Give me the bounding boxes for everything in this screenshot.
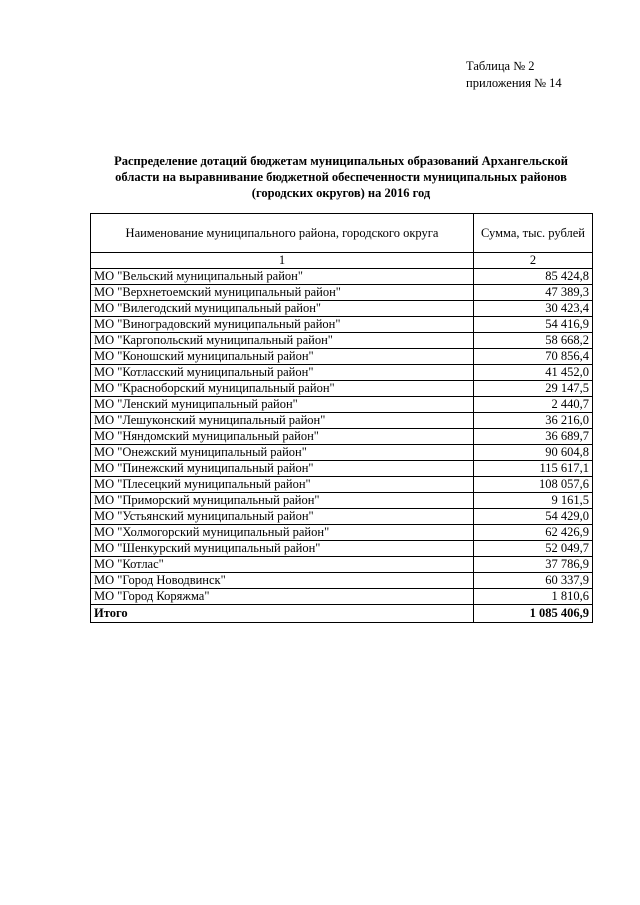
table-row — [91, 461, 593, 477]
subsidy-amount: 37 786,9 — [474, 557, 593, 573]
subsidy-amount: 90 604,8 — [474, 445, 593, 461]
column-number-2: 2 — [474, 253, 593, 269]
municipality-name: МО "Няндомский муниципальный район" — [91, 429, 474, 445]
subsidy-amount: 41 452,0 — [474, 365, 593, 381]
subsidy-amount: 115 617,1 — [474, 461, 593, 477]
appendix-number: приложения № 14 — [466, 76, 562, 90]
subsidy-amount: 62 426,9 — [474, 525, 593, 541]
table-row — [91, 541, 593, 557]
total-sum: 1 085 406,9 — [474, 605, 593, 623]
table-row — [91, 349, 593, 365]
municipality-name: МО "Красноборский муниципальный район" — [91, 381, 474, 397]
title-line-3: (городских округов) на 2016 год — [251, 186, 431, 200]
table-row — [91, 285, 593, 301]
subsidy-amount: 36 216,0 — [474, 413, 593, 429]
subsidy-amount: 54 429,0 — [474, 509, 593, 525]
municipality-name: МО "Котласский муниципальный район" — [91, 365, 474, 381]
subsidy-amount: 85 424,8 — [474, 269, 593, 285]
subsidy-amount: 108 057,6 — [474, 477, 593, 493]
table-row — [91, 301, 593, 317]
table-row — [91, 493, 593, 509]
municipality-name: МО "Приморский муниципальный район" — [91, 493, 474, 509]
municipality-name: МО "Устьянский муниципальный район" — [91, 509, 474, 525]
subsidy-amount: 36 689,7 — [474, 429, 593, 445]
municipality-name: МО "Холмогорский муниципальный район" — [91, 525, 474, 541]
subsidy-amount: 52 049,7 — [474, 541, 593, 557]
subsidy-amount: 60 337,9 — [474, 573, 593, 589]
municipality-name: МО "Коношский муниципальный район" — [91, 349, 474, 365]
municipality-name: МО "Онежский муниципальный район" — [91, 445, 474, 461]
municipality-name: МО "Плесецкий муниципальный район" — [91, 477, 474, 493]
subsidy-amount: 2 440,7 — [474, 397, 593, 413]
column-number-1: 1 — [91, 253, 474, 269]
table-row — [91, 397, 593, 413]
table-row — [91, 509, 593, 525]
subsidy-amount: 47 389,3 — [474, 285, 593, 301]
total-label: Итого — [91, 605, 474, 623]
table-row — [91, 333, 593, 349]
table-row — [91, 573, 593, 589]
subsidy-amount: 58 668,2 — [474, 333, 593, 349]
municipality-name: МО "Пинежский муниципальный район" — [91, 461, 474, 477]
document-title — [90, 153, 592, 201]
title-line-1: Распределение дотаций бюджетам муниципальных образований Архангельской — [114, 154, 568, 168]
table-row — [91, 589, 593, 605]
table-body — [91, 269, 593, 605]
table-row — [91, 365, 593, 381]
subsidy-amount: 54 416,9 — [474, 317, 593, 333]
municipality-name: МО "Каргопольский муниципальный район" — [91, 333, 474, 349]
table-row — [91, 429, 593, 445]
municipality-name: МО "Лешуконский муниципальный район" — [91, 413, 474, 429]
municipality-name: МО "Вельский муниципальный район" — [91, 269, 474, 285]
municipality-name: МО "Город Новодвинск" — [91, 573, 474, 589]
municipality-name: МО "Город Коряжма" — [91, 589, 474, 605]
table-row — [91, 413, 593, 429]
municipality-name: МО "Вилегодский муниципальный район" — [91, 301, 474, 317]
table-row — [91, 269, 593, 285]
total-row — [91, 605, 593, 623]
table-row — [91, 381, 593, 397]
table-row — [91, 445, 593, 461]
subsidy-amount: 9 161,5 — [474, 493, 593, 509]
subsidy-amount: 70 856,4 — [474, 349, 593, 365]
table-row — [91, 557, 593, 573]
column-header-sum: Сумма, тыс. рублей — [474, 214, 593, 253]
subsidy-amount: 30 423,4 — [474, 301, 593, 317]
municipality-name: МО "Ленский муниципальный район" — [91, 397, 474, 413]
subsidy-amount: 1 810,6 — [474, 589, 593, 605]
municipality-name: МО "Виноградовский муниципальный район" — [91, 317, 474, 333]
municipality-name: МО "Верхнетоемский муниципальный район" — [91, 285, 474, 301]
municipality-name: МО "Шенкурский муниципальный район" — [91, 541, 474, 557]
subsidy-table — [90, 213, 593, 623]
subsidy-amount: 29 147,5 — [474, 381, 593, 397]
municipality-name: МО "Котлас" — [91, 557, 474, 573]
title-line-2: области на выравнивание бюджетной обеспеченности муниципальных районов — [115, 170, 567, 184]
table-header-row — [91, 214, 593, 253]
appendix-reference — [466, 58, 562, 92]
column-header-name: Наименование муниципального района, городского округа — [91, 214, 474, 253]
table-row — [91, 317, 593, 333]
column-number-row — [91, 253, 593, 269]
table-number: Таблица № 2 — [466, 59, 535, 73]
table-row — [91, 477, 593, 493]
table-row — [91, 525, 593, 541]
